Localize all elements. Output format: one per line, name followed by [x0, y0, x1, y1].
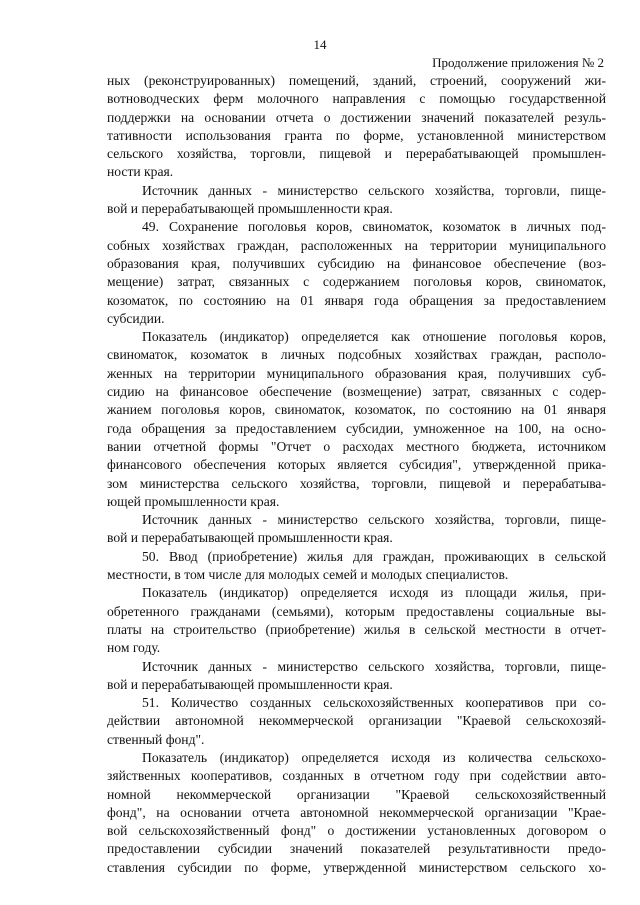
- text-line: вотноводческих ферм молочного направления с помощью государственной: [107, 91, 606, 107]
- text-line: действии автономной некоммерческой организации "Краевой сельскохозяй-: [107, 713, 606, 729]
- paragraph: [107, 694, 606, 749]
- text-line: предоставлении субсидии значений показателей результативности предо-: [107, 841, 606, 857]
- text-line: финансового обеспечения которых является субсидия", утвержденной прика-: [107, 457, 606, 473]
- paragraph: [107, 584, 606, 657]
- text-line: Источник данных - министерство сельского хозяйства, торговли, пище-: [142, 512, 606, 528]
- text-line: Показатель (индикатор) определяется исходя из количества сельскохо-: [142, 749, 606, 765]
- document-body: [107, 72, 606, 877]
- text-line: обретенного гражданами (семьями), которым предоставлены социальные вы-: [107, 603, 606, 619]
- text-line: ности края.: [107, 164, 174, 180]
- text-line: жанием поголовья коров, свиноматок, козоматок, по состоянию на 01 января: [107, 402, 606, 418]
- text-line: номной некоммерческой организации "Краевой сельскохозяйственный: [107, 786, 606, 802]
- text-line: Источник данных - министерство сельского хозяйства, торговли, пище-: [142, 182, 606, 198]
- text-line: ном году.: [107, 640, 161, 656]
- appendix-continuation-note: Продолжение приложения № 2: [432, 55, 604, 70]
- text-line: вой и перерабатывающей промышленности края.: [107, 201, 393, 217]
- text-line: фонд", на основании отчета автономной некоммерческой организации "Крае-: [107, 804, 606, 820]
- text-line: вой и перерабатывающей промышленности края.: [107, 530, 393, 546]
- text-line: сидию на финансовое обеспечение (возмещение) затрат, связанных с содер-: [107, 384, 606, 400]
- text-line: 49. Сохранение поголовья коров, свиноматок, козоматок в личных под-: [142, 219, 606, 235]
- text-line: 51. Количество созданных сельскохозяйственных кооперативов при со-: [142, 695, 606, 711]
- text-line: субсидии.: [107, 310, 165, 326]
- paragraph: [107, 182, 606, 219]
- text-line: вой сельскохозяйственный фонд" о достижении установленных договором о: [107, 823, 606, 839]
- text-line: ственный фонд".: [107, 731, 205, 747]
- text-line: платы на строительство (приобретение) жилья в сельской местности в отчет-: [107, 621, 606, 637]
- text-line: поддержки на основании отчета о достижении значений показателей резуль-: [107, 109, 606, 125]
- text-line: вой и перерабатывающей промышленности края.: [107, 676, 393, 692]
- paragraph: [107, 511, 606, 548]
- text-line: женных на территории муниципального образования края, получивших суб-: [107, 365, 606, 381]
- text-line: Показатель (индикатор) определяется как отношение поголовья коров,: [142, 329, 606, 345]
- text-line: 50. Ввод (приобретение) жилья для граждан, проживающих в сельской: [142, 548, 606, 564]
- page-number: 14: [313, 37, 327, 52]
- paragraph: [107, 328, 606, 511]
- text-line: свиноматок, козоматок в личных подсобных хозяйствах граждан, располо-: [107, 347, 606, 363]
- paragraph: [107, 749, 606, 877]
- paragraph: [107, 72, 606, 182]
- text-line: Источник данных - министерство сельского хозяйства, торговли, пище-: [142, 658, 606, 674]
- paragraph: [107, 548, 606, 585]
- text-line: Показатель (индикатор) определяется исходя из площади жилья, при-: [142, 585, 606, 601]
- text-line: вании отчетной формы "Отчет о расходах местного бюджета, источником: [107, 438, 606, 454]
- text-line: сельского хозяйства, торговли, пищевой и перерабатывающей промышлен-: [107, 146, 606, 162]
- text-line: зяйственных кооперативов, созданных в отчетном году при содействии авто-: [107, 768, 606, 784]
- paragraph: [107, 218, 606, 328]
- text-line: козоматок, по состоянию на 01 января года обращения за предоставлением: [107, 292, 606, 308]
- paragraph: [107, 658, 606, 695]
- text-line: ных (реконструированных) помещений, зданий, строений, сооружений жи-: [107, 73, 606, 88]
- text-line: ставления субсидии по форме, утвержденной министерством сельского хо-: [107, 859, 606, 875]
- text-line: образования края, получивших субсидию на финансовое обеспечение (воз-: [107, 255, 606, 271]
- text-line: местности, в том числе для молодых семей и молодых специалистов.: [107, 567, 509, 583]
- text-line: ющей промышленности края.: [107, 493, 280, 509]
- text-line: собных хозяйствах граждан, расположенных на территории муниципального: [107, 237, 606, 253]
- text-line: мещение) затрат, связанных с содержанием поголовья коров, свиноматок,: [107, 274, 606, 290]
- text-line: года обращения за предоставлением субсидии, умноженное на 100, на осно-: [107, 420, 606, 436]
- text-line: зом министерства сельского хозяйства, торговли, пищевой и перерабатыва-: [107, 475, 606, 491]
- text-line: тативности использования гранта по форме, установленной министерством: [107, 127, 606, 143]
